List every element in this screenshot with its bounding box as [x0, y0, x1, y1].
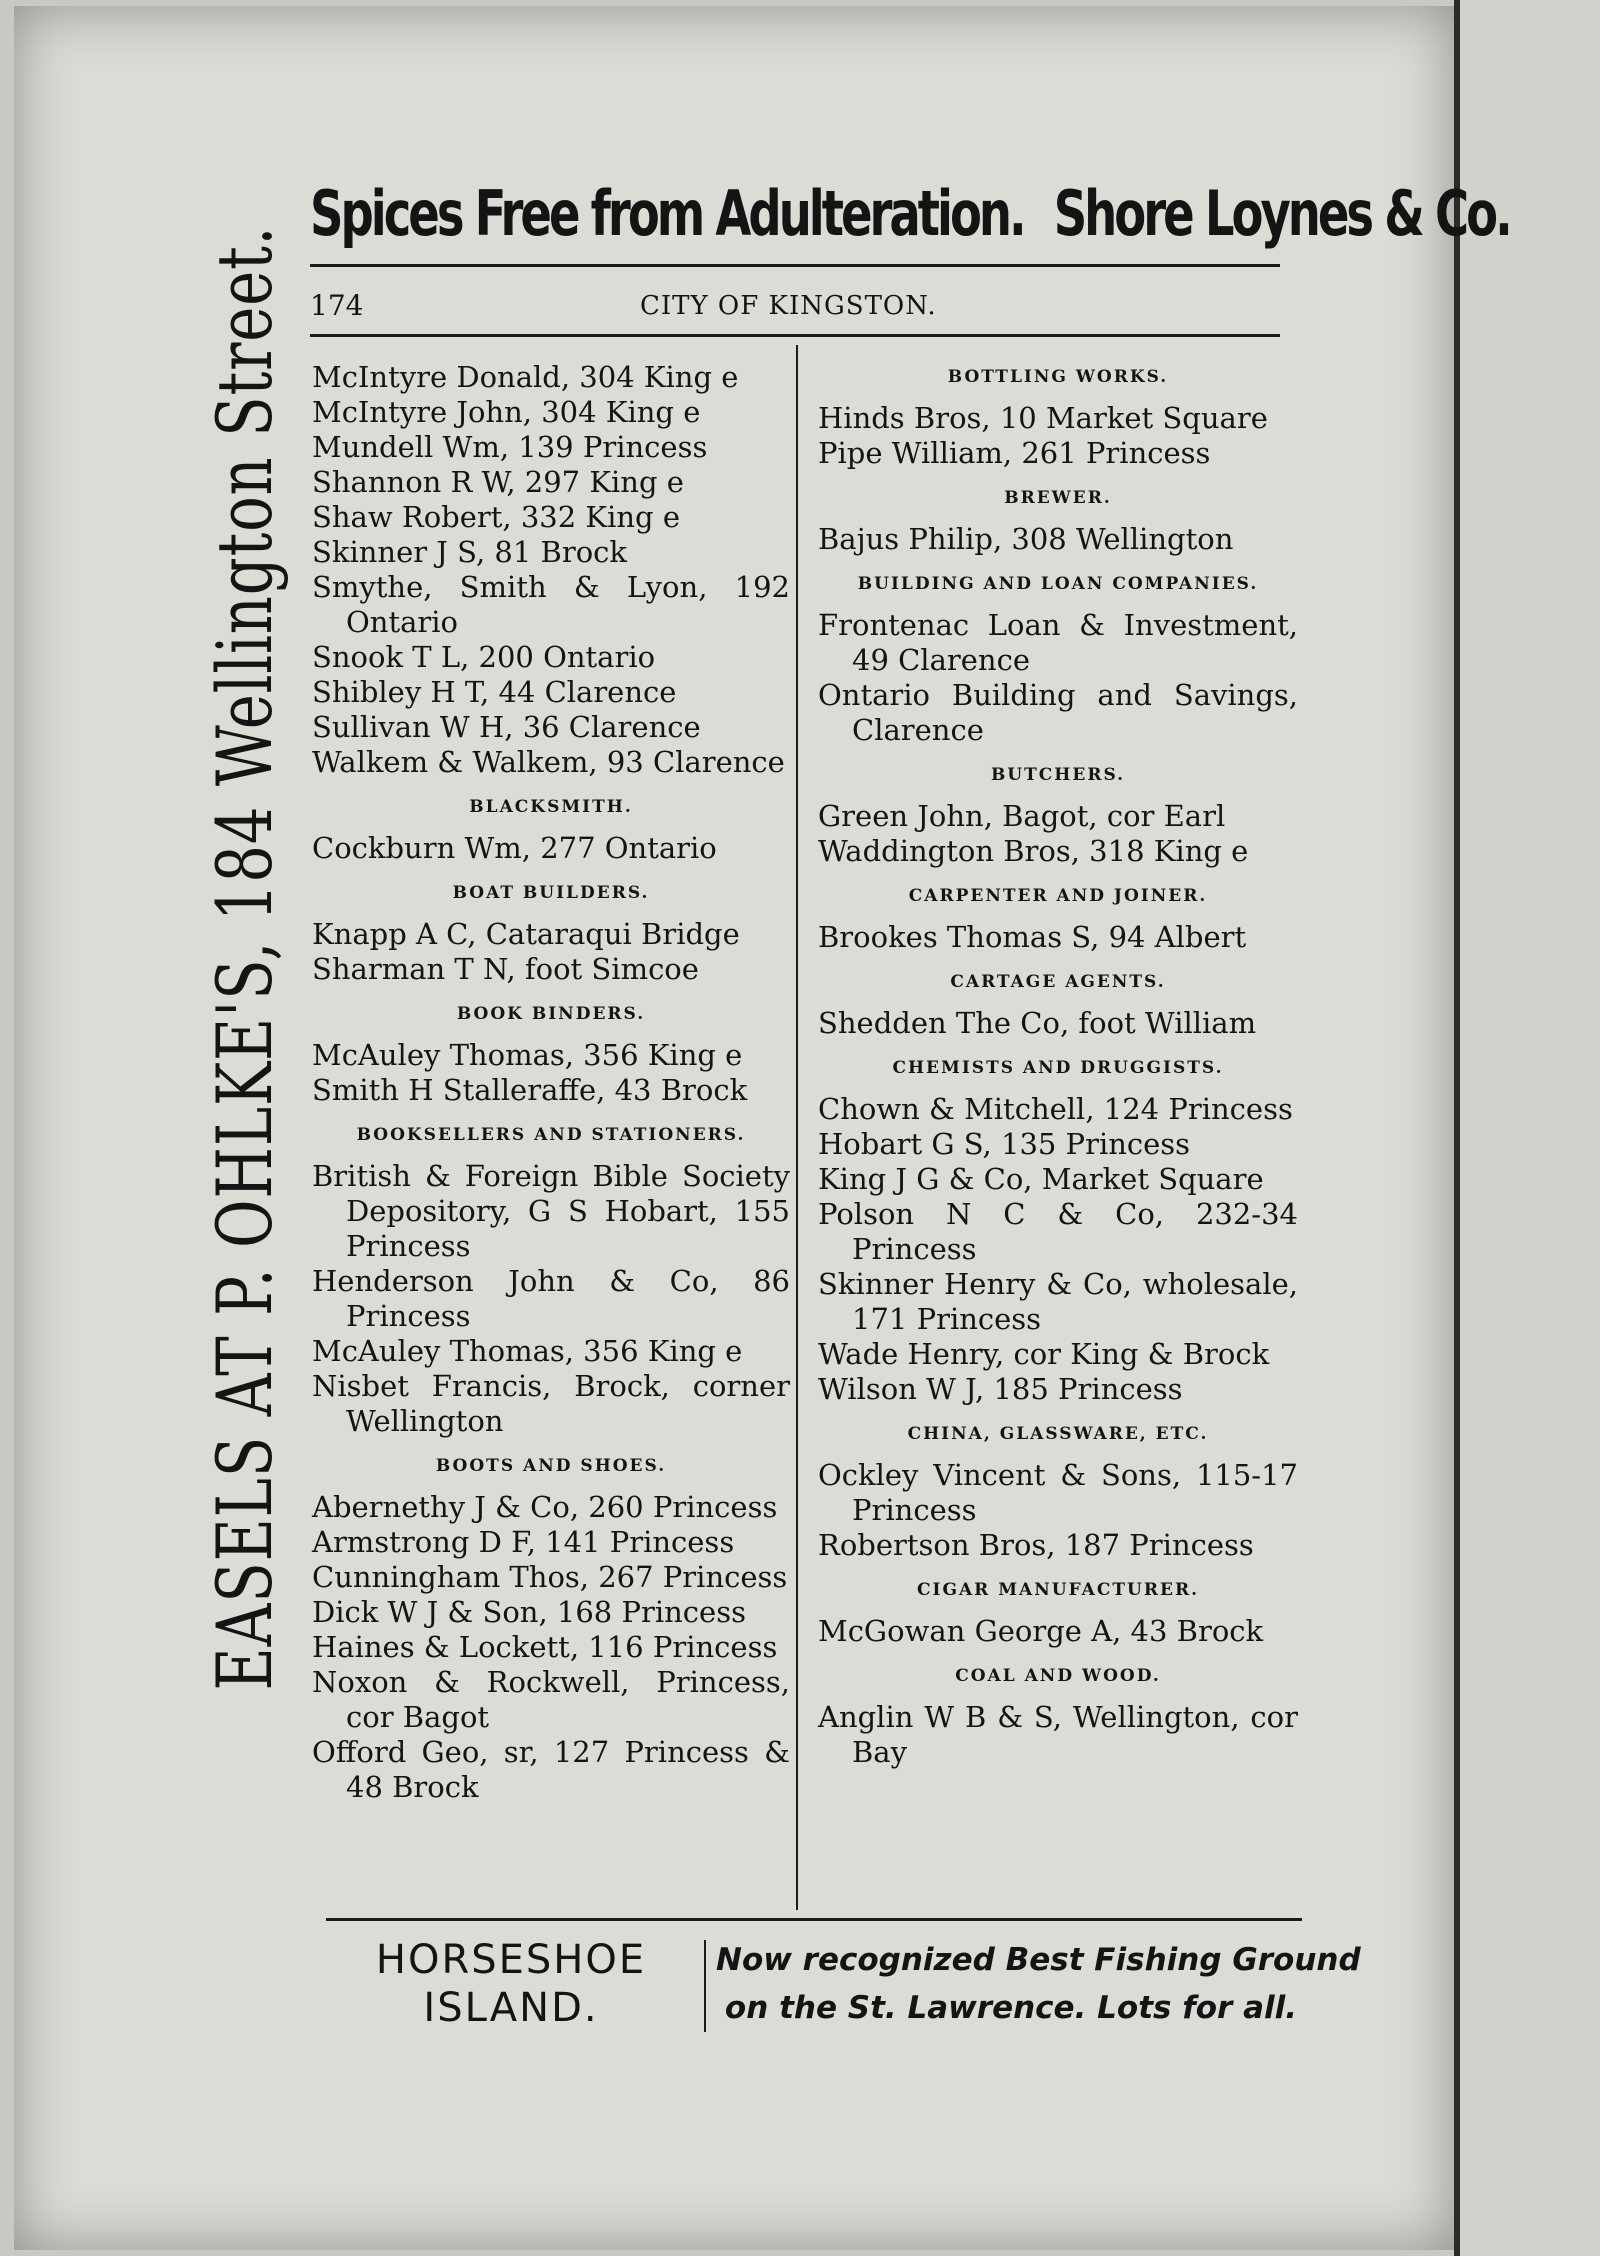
side-ad-text: EASELS AT P. OHLKE'S, 184 Wellington Street. [200, 225, 289, 1691]
footer-rule [326, 1918, 1302, 1921]
adjacent-page-edge [1454, 0, 1600, 2256]
page-number: 174 [310, 289, 364, 322]
section-heading: BOOKSELLERS AND STATIONERS. [356, 1125, 746, 1145]
directory-entry: British & Foreign Bible Society Depository, G S Hobart, 155 Princess [312, 1159, 790, 1263]
directory-entry: Bajus Philip, 308 Wellington [818, 522, 1234, 556]
directory-entry: Wade Henry, cor King & Brock [818, 1337, 1270, 1371]
directory-entry: Offord Geo, sr, 127 Princess & 48 Brock [312, 1735, 790, 1804]
directory-entry: Shedden The Co, foot William [818, 1006, 1257, 1040]
running-title: CITY OF KINGSTON. [640, 291, 937, 321]
directory-entry: Shibley H T, 44 Clarence [312, 675, 677, 709]
directory-entry: Shaw Robert, 332 King e [312, 500, 680, 534]
footer-ad-divider [704, 1940, 706, 2032]
directory-entry: Sullivan W H, 36 Clarence [312, 710, 701, 744]
directory-entry: Haines & Lockett, 116 Princess [312, 1630, 778, 1664]
footer-ad-location [326, 1936, 696, 2032]
directory-entry: Shannon R W, 297 King e [312, 465, 684, 499]
directory-entry: Green John, Bagot, cor Earl [818, 799, 1226, 833]
directory-entry: McAuley Thomas, 356 King e [312, 1334, 743, 1368]
directory-entry: Polson N C & Co, 232-34 Princess [818, 1197, 1298, 1266]
directory-entry: Waddington Bros, 318 King e [818, 834, 1249, 868]
directory-entry: Walkem & Walkem, 93 Clarence [312, 745, 785, 779]
directory-entry: Cunningham Thos, 267 Princess [312, 1560, 788, 1594]
section-heading: BOTTLING WORKS. [947, 367, 1169, 387]
directory-entry: Ontario Building and Savings, Clarence [818, 678, 1298, 747]
left-column [312, 360, 790, 1805]
directory-entry: McAuley Thomas, 356 King e [312, 1038, 743, 1072]
directory-entry: Cockburn Wm, 277 Ontario [312, 831, 717, 865]
directory-entry: Frontenac Loan & Investment, 49 Clarence [818, 608, 1298, 677]
footer-ad-line: Now recognized Best Fishing Ground [716, 1942, 1361, 1978]
directory-entry: McIntyre John, 304 King e [312, 395, 701, 429]
section-heading: COAL AND WOOD. [955, 1666, 1161, 1686]
footer-ad-tagline [716, 1936, 1361, 2032]
right-column [818, 360, 1298, 1770]
side-advertisement [180, 225, 310, 1897]
footer-ad-line: on the St. Lawrence. Lots for all. [724, 1990, 1298, 2026]
directory-entry: Chown & Mitchell, 124 Princess [818, 1092, 1293, 1126]
section-heading: BREWER. [1004, 488, 1112, 508]
column-divider [796, 345, 798, 1910]
section-heading: BOAT BUILDERS. [452, 883, 650, 903]
top-banner-ad [310, 168, 1510, 260]
directory-entry: Nisbet Francis, Brock, corner Wellington [312, 1369, 790, 1438]
section-heading: BUILDING AND LOAN COMPANIES. [857, 574, 1259, 594]
directory-entry: Ockley Vincent & Sons, 115-17 Princess [818, 1458, 1298, 1527]
directory-entry: Anglin W B & S, Wellington, cor Bay [818, 1700, 1298, 1769]
section-heading: CHEMISTS AND DRUGGISTS. [892, 1058, 1224, 1078]
directory-entry: Sharman T N, foot Simcoe [312, 952, 699, 986]
directory-entry: Hinds Bros, 10 Market Square [818, 401, 1268, 435]
directory-entry: Knapp A C, Cataraqui Bridge [312, 917, 740, 951]
directory-entry: Snook T L, 200 Ontario [312, 640, 656, 674]
directory-entry: Henderson John & Co, 86 Princess [312, 1264, 790, 1333]
header-rule [310, 334, 1280, 337]
banner-slogan: Spices Free from Adulteration. [310, 177, 1024, 250]
section-heading: BOOK BINDERS. [456, 1004, 646, 1024]
directory-entry: McIntyre Donald, 304 King e [312, 360, 739, 394]
section-heading: CIGAR MANUFACTURER. [916, 1580, 1199, 1600]
directory-entry: Mundell Wm, 139 Princess [312, 430, 708, 464]
banner-company: Shore Loynes & Co. [1053, 177, 1510, 250]
directory-entry: King J G & Co, Market Square [818, 1162, 1264, 1196]
section-heading: BUTCHERS. [990, 765, 1126, 785]
directory-entry: McGowan George A, 43 Brock [818, 1614, 1264, 1648]
section-heading: BLACKSMITH. [469, 797, 633, 817]
section-heading: CARTAGE AGENTS. [950, 972, 1166, 992]
directory-entry: Smythe, Smith & Lyon, 192 Ontario [312, 570, 790, 639]
footer-ad-line: ISLAND. [423, 1985, 599, 2031]
directory-entry: Noxon & Rockwell, Princess, cor Bagot [312, 1665, 790, 1734]
directory-entry: Hobart G S, 135 Princess [818, 1127, 1191, 1161]
directory-entry: Skinner J S, 81 Brock [312, 535, 627, 569]
section-heading: BOOTS AND SHOES. [435, 1456, 667, 1476]
banner-rule [310, 264, 1280, 267]
section-heading: CARPENTER AND JOINER. [908, 886, 1208, 906]
directory-entry: Skinner Henry & Co, wholesale, 171 Princess [818, 1267, 1298, 1336]
directory-entry: Robertson Bros, 187 Princess [818, 1528, 1254, 1562]
directory-entry: Wilson W J, 185 Princess [818, 1372, 1183, 1406]
directory-entry: Smith H Stalleraffe, 43 Brock [312, 1073, 748, 1107]
directory-entry: Dick W J & Son, 168 Princess [312, 1595, 746, 1629]
directory-entry: Armstrong D F, 141 Princess [312, 1525, 735, 1559]
directory-entry: Abernethy J & Co, 260 Princess [312, 1490, 778, 1524]
directory-entry: Brookes Thomas S, 94 Albert [818, 920, 1247, 954]
section-heading: CHINA, GLASSWARE, ETC. [907, 1424, 1209, 1444]
footer-ad-line: HORSESHOE [375, 1937, 647, 1983]
directory-entry: Pipe William, 261 Princess [818, 436, 1211, 470]
